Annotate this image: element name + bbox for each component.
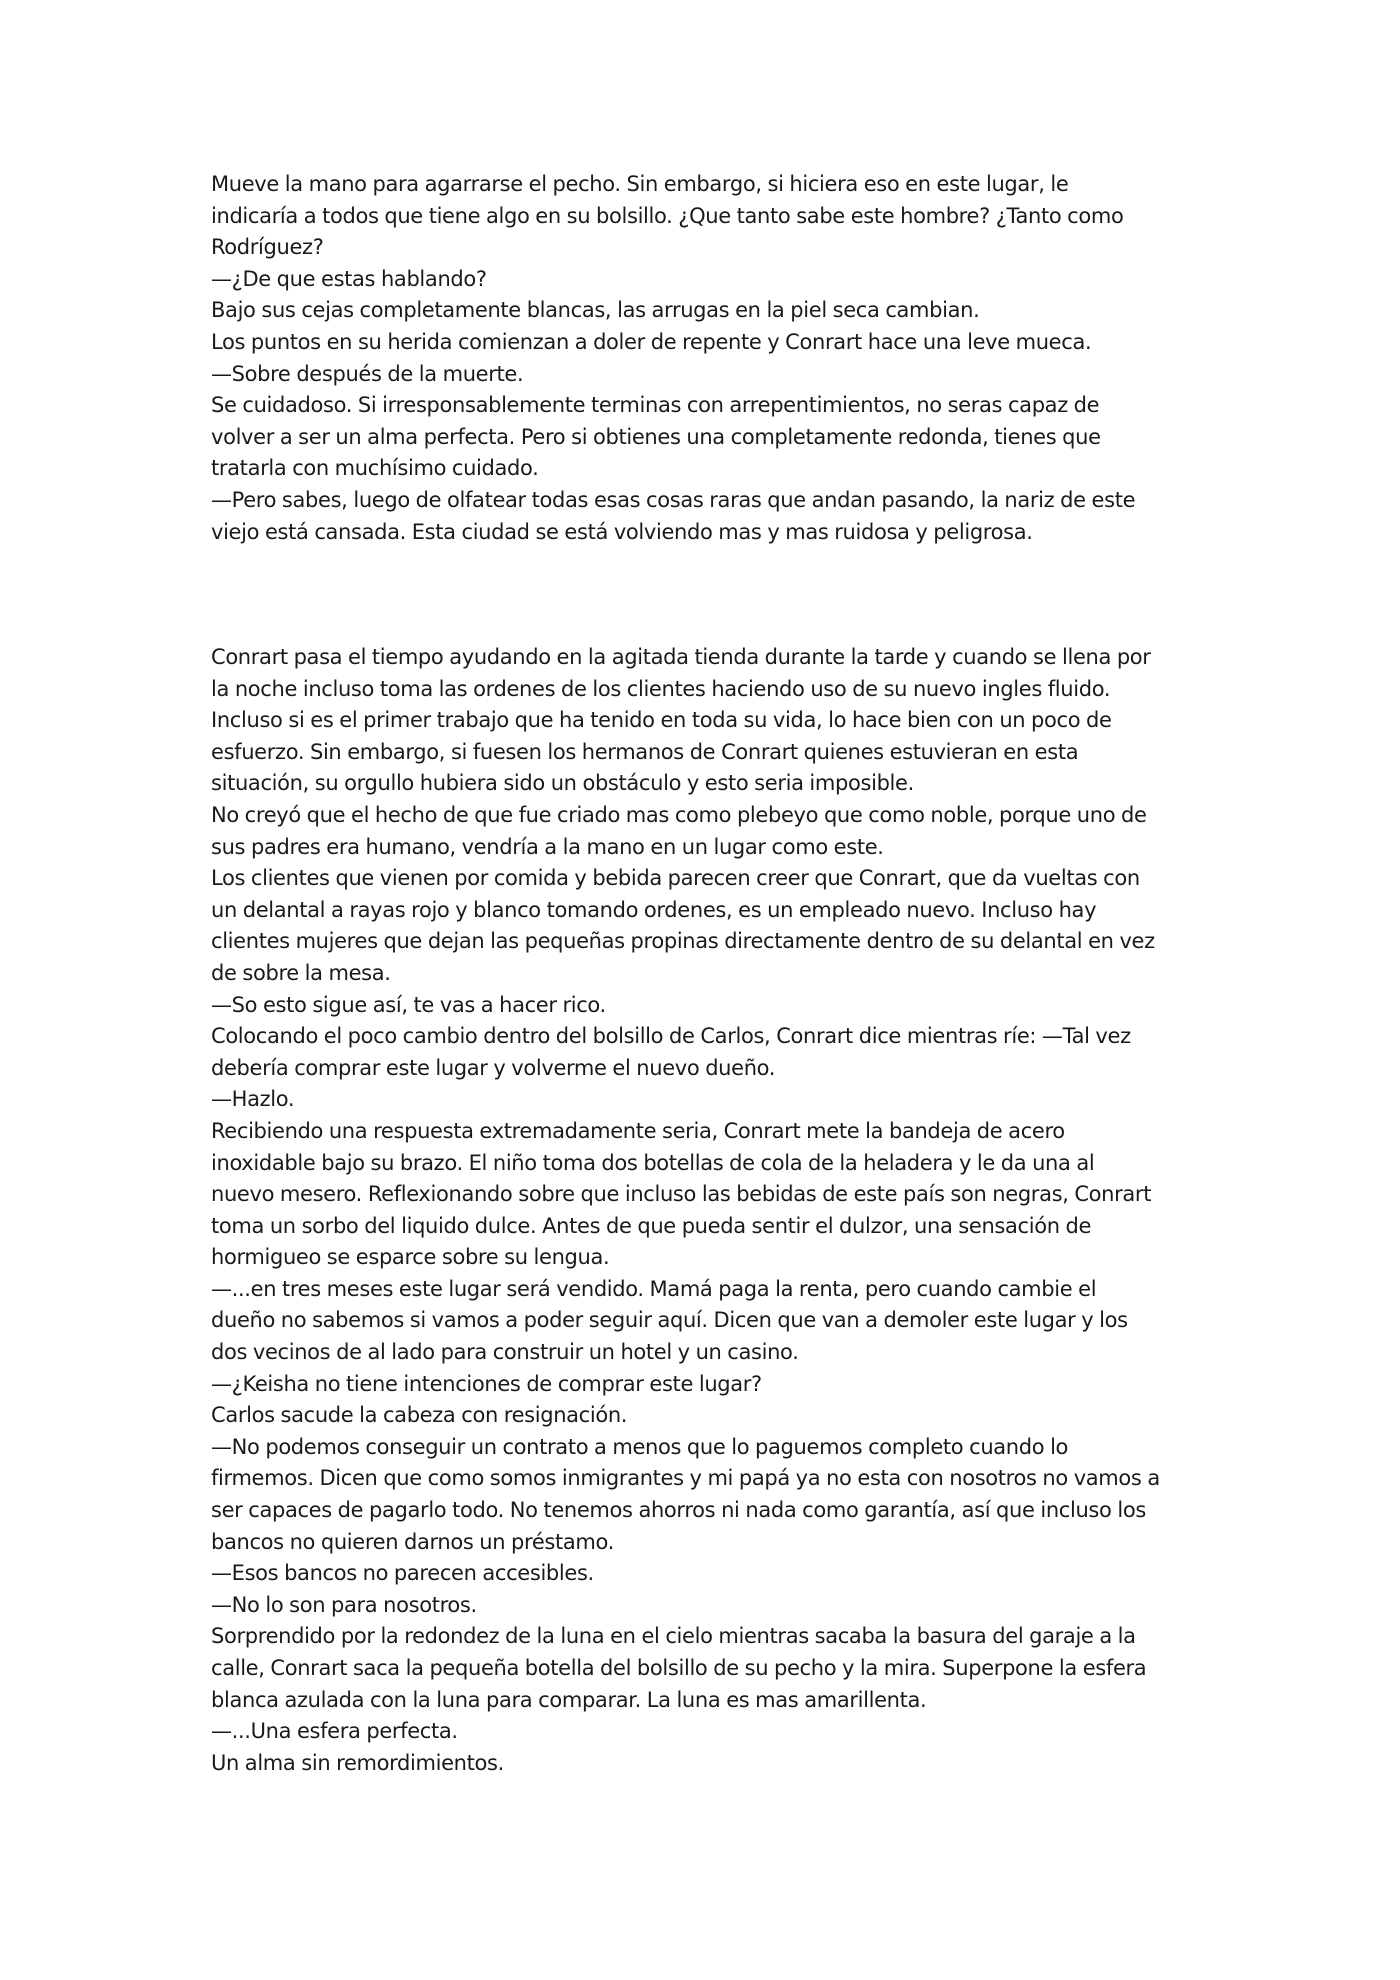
- text-line: volver a ser un alma perfecta. Pero si obtienes una completamente redonda, tienes que: [211, 424, 1101, 449]
- text-line: esfuerzo. Sin embargo, si fuesen los hermanos de Conrart quienes estuvieran en esta: [211, 739, 1079, 764]
- text-line: viejo está cansada. Esta ciudad se está volviendo mas y mas ruidosa y peligrosa.: [211, 519, 1033, 544]
- text-line: Colocando el poco cambio dentro del bolsillo de Carlos, Conrart dice mientras ríe: —Tal vez: [211, 1024, 1131, 1049]
- text-line: clientes mujeres que dejan las pequeñas propinas directamente dentro de su delantal en vez: [211, 929, 1155, 954]
- text-line: Sorprendido por la redondez de la luna en el cielo mientras sacaba la basura del garaje a la: [211, 1624, 1136, 1649]
- text-line: Un alma sin remordimientos.: [211, 1750, 504, 1775]
- text-line: dos vecinos de al lado para construir un hotel y un casino.: [211, 1340, 799, 1365]
- text-section-2: [211, 642, 1201, 1779]
- text-line: bancos no quieren darnos un préstamo.: [211, 1529, 614, 1554]
- text-line: debería comprar este lugar y volverme el nuevo dueño.: [211, 1055, 776, 1080]
- text-line: Bajo sus cejas completamente blancas, las arrugas en la piel seca cambian.: [211, 298, 980, 323]
- text-line: —...en tres meses este lugar será vendido. Mamá paga la renta, pero cuando cambie el: [211, 1276, 1097, 1301]
- text-line: de sobre la mesa.: [211, 960, 391, 985]
- text-line: No creyó que el hecho de que fue criado mas como plebeyo que como noble, porque uno de: [211, 802, 1147, 827]
- text-line: Los clientes que vienen por comida y bebida parecen creer que Conrart, que da vueltas con: [211, 866, 1140, 891]
- text-line: la noche incluso toma las ordenes de los clientes haciendo uso de su nuevo ingles fluido.: [211, 676, 1111, 701]
- text-line: tratarla con muchísimo cuidado.: [211, 456, 539, 481]
- text-line: —No podemos conseguir un contrato a menos que lo paguemos completo cuando lo: [211, 1434, 1069, 1459]
- text-line: Carlos sacude la cabeza con resignación.: [211, 1403, 628, 1428]
- text-line: —¿De que estas hablando?: [211, 266, 487, 291]
- text-line: Se cuidadoso. Si irresponsablemente terminas con arrepentimientos, no seras capaz de: [211, 393, 1100, 418]
- text-line: —So esto sigue así, te vas a hacer rico.: [211, 992, 606, 1017]
- text-line: toma un sorbo del liquido dulce. Antes de que pueda sentir el dulzor, una sensación de: [211, 1213, 1092, 1238]
- text-line: nuevo mesero. Reflexionando sobre que incluso las bebidas de este país son negras, Conrart: [211, 1182, 1152, 1207]
- text-line: —Pero sabes, luego de olfatear todas esas cosas raras que andan pasando, la nariz de este: [211, 487, 1136, 512]
- text-line: firmemos. Dicen que como somos inmigrantes y mi papá ya no esta con nosotros no vamos a: [211, 1466, 1160, 1491]
- text-line: —¿Keisha no tiene intenciones de comprar este lugar?: [211, 1371, 762, 1396]
- text-line: —Esos bancos no parecen accesibles.: [211, 1561, 594, 1586]
- text-line: hormigueo se esparce sobre su lengua.: [211, 1245, 610, 1270]
- text-line: sus padres era humano, vendría a la mano en un lugar como este.: [211, 834, 884, 859]
- text-line: dueño no sabemos si vamos a poder seguir aquí. Dicen que van a demoler este lugar y los: [211, 1308, 1128, 1333]
- text-line: Recibiendo una respuesta extremadamente seria, Conrart mete la bandeja de acero: [211, 1118, 1065, 1143]
- text-line: —...Una esfera perfecta.: [211, 1719, 458, 1744]
- text-line: Rodríguez?: [211, 235, 324, 260]
- text-line: ser capaces de pagarlo todo. No tenemos ahorros ni nada como garantía, así que incluso los: [211, 1498, 1146, 1523]
- text-line: inoxidable bajo su brazo. El niño toma dos botellas de cola de la heladera y le da una al: [211, 1150, 1095, 1175]
- text-line: blanca azulada con la luna para comparar. La luna es mas amarillenta.: [211, 1687, 927, 1712]
- text-line: situación, su orgullo hubiera sido un obstáculo y esto seria imposible.: [211, 771, 914, 796]
- text-section-1: [211, 169, 1201, 548]
- text-line: —No lo son para nosotros.: [211, 1592, 477, 1617]
- text-line: Mueve la mano para agarrarse el pecho. Sin embargo, si hiciera eso en este lugar, le: [211, 172, 1069, 196]
- text-line: calle, Conrart saca la pequeña botella del bolsillo de su pecho y la mira. Superpone la esfera: [211, 1656, 1147, 1680]
- text-line: indicaría a todos que tiene algo en su bolsillo. ¿Que tanto sabe este hombre? ¿Tanto como: [211, 203, 1124, 228]
- text-line: —Hazlo.: [211, 1087, 295, 1112]
- text-line: Los puntos en su herida comienzan a doler de repente y Conrart hace una leve mueca.: [211, 329, 1092, 354]
- text-line: un delantal a rayas rojo y blanco tomando ordenes, es un empleado nuevo. Incluso hay: [211, 897, 1097, 922]
- text-line: —Sobre después de la muerte.: [211, 361, 524, 386]
- text-line: Incluso si es el primer trabajo que ha tenido en toda su vida, lo hace bien con un poco de: [211, 708, 1112, 733]
- text-line: Conrart pasa el tiempo ayudando en la agitada tienda durante la tarde y cuando se llena por: [211, 645, 1151, 669]
